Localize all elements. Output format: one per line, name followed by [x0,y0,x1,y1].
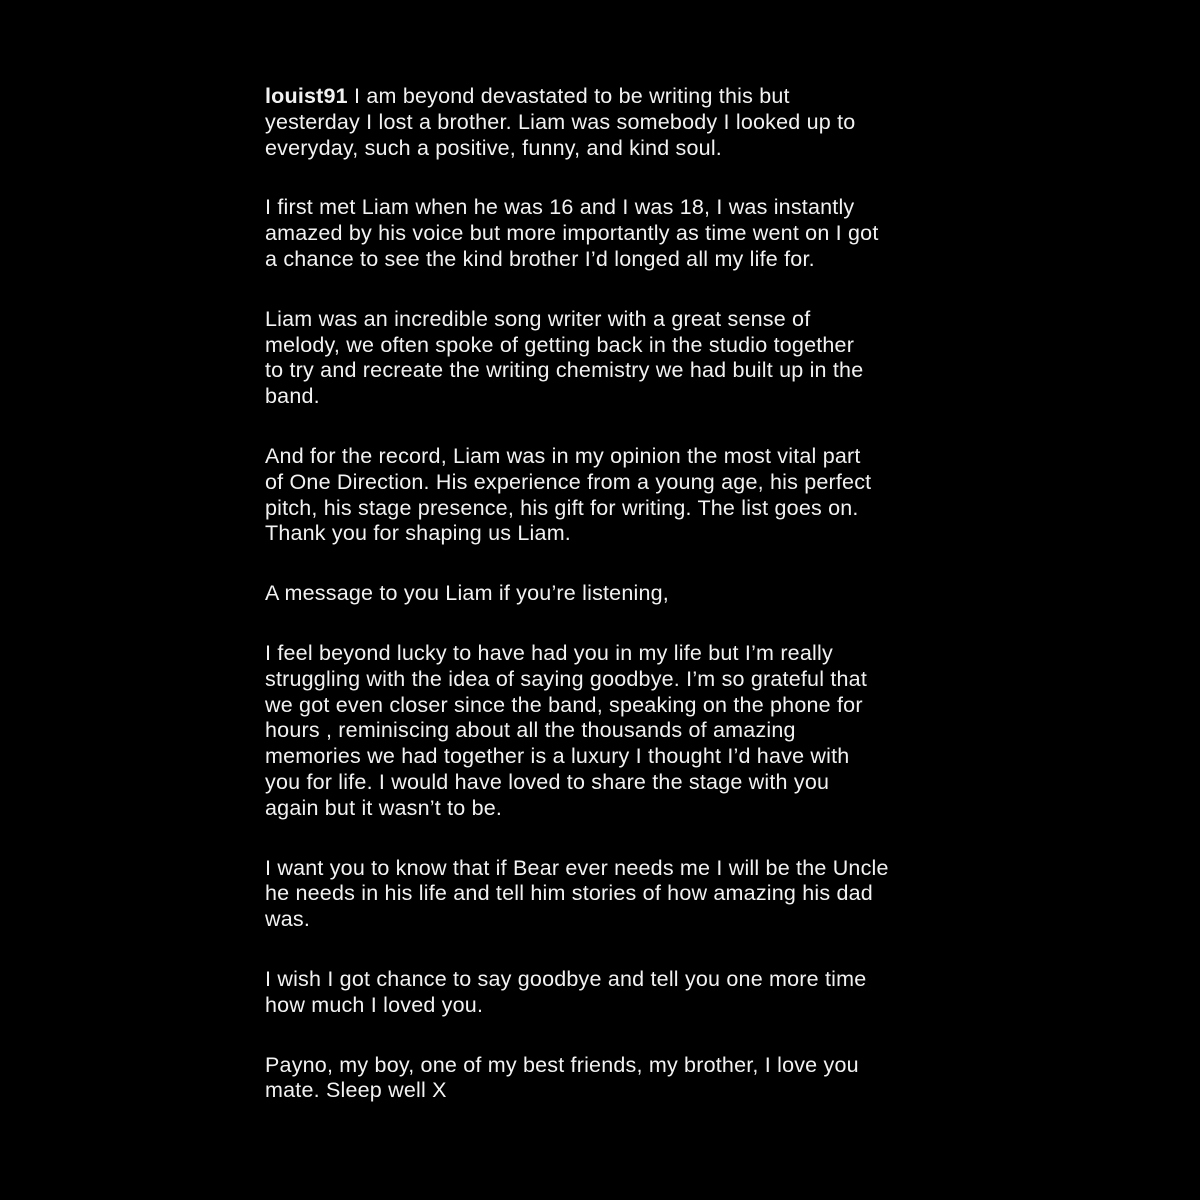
post-caption [265,84,955,1138]
caption-paragraph-6: I feel beyond lucky to have had you in my life but I’m really struggling with the idea of saying goodbye. I’m so grateful that we got even closer since the band, speaking on the phone for hours , reminiscing about all the thousands of amazing memories we had together is a luxury I thought I’d have with you for life. I would have loved to share the stage with you again but it wasn’t to be. [265,640,868,820]
caption-paragraph-7: I want you to know that if Bear ever needs me I will be the Uncle he needs in his life and tell him stories of how amazing his dad was. [265,855,889,932]
caption-paragraph-1 [265,84,955,161]
caption-paragraph-4: And for the record, Liam was in my opinion the most vital part of One Direction. His experience from a young age, his perfect pitch, his stage presence, his gift for writing. The list goes on. Thank you for shaping us Liam. [265,443,872,546]
caption-paragraph-2: I first met Liam when he was 16 and I was 18, I was instantly amazed by his voice but more importantly as time went on I got a chance to see the kind brother I’d longed all my life for. [265,195,879,271]
username[interactable]: louist91 [265,84,348,108]
caption-paragraph-8: I wish I got chance to say goodbye and tell you one more time how much I loved you. [265,966,867,1017]
caption-paragraph-9: Payno, my boy, one of my best friends, my brother, I love you mate. Sleep well X [265,1052,859,1103]
caption-paragraph-5: A message to you Liam if you’re listening, [265,581,669,606]
caption-text-1: I am beyond devastated to be writing this but yesterday I lost a brother. Liam was somebody I looked up to everyday, such a positive, funny, and kind soul. [265,84,856,160]
caption-paragraph-3: Liam was an incredible song writer with a great sense of melody, we often spoke of getting back in the studio together to try and recreate the writing chemistry we had built up in the band. [265,306,864,409]
